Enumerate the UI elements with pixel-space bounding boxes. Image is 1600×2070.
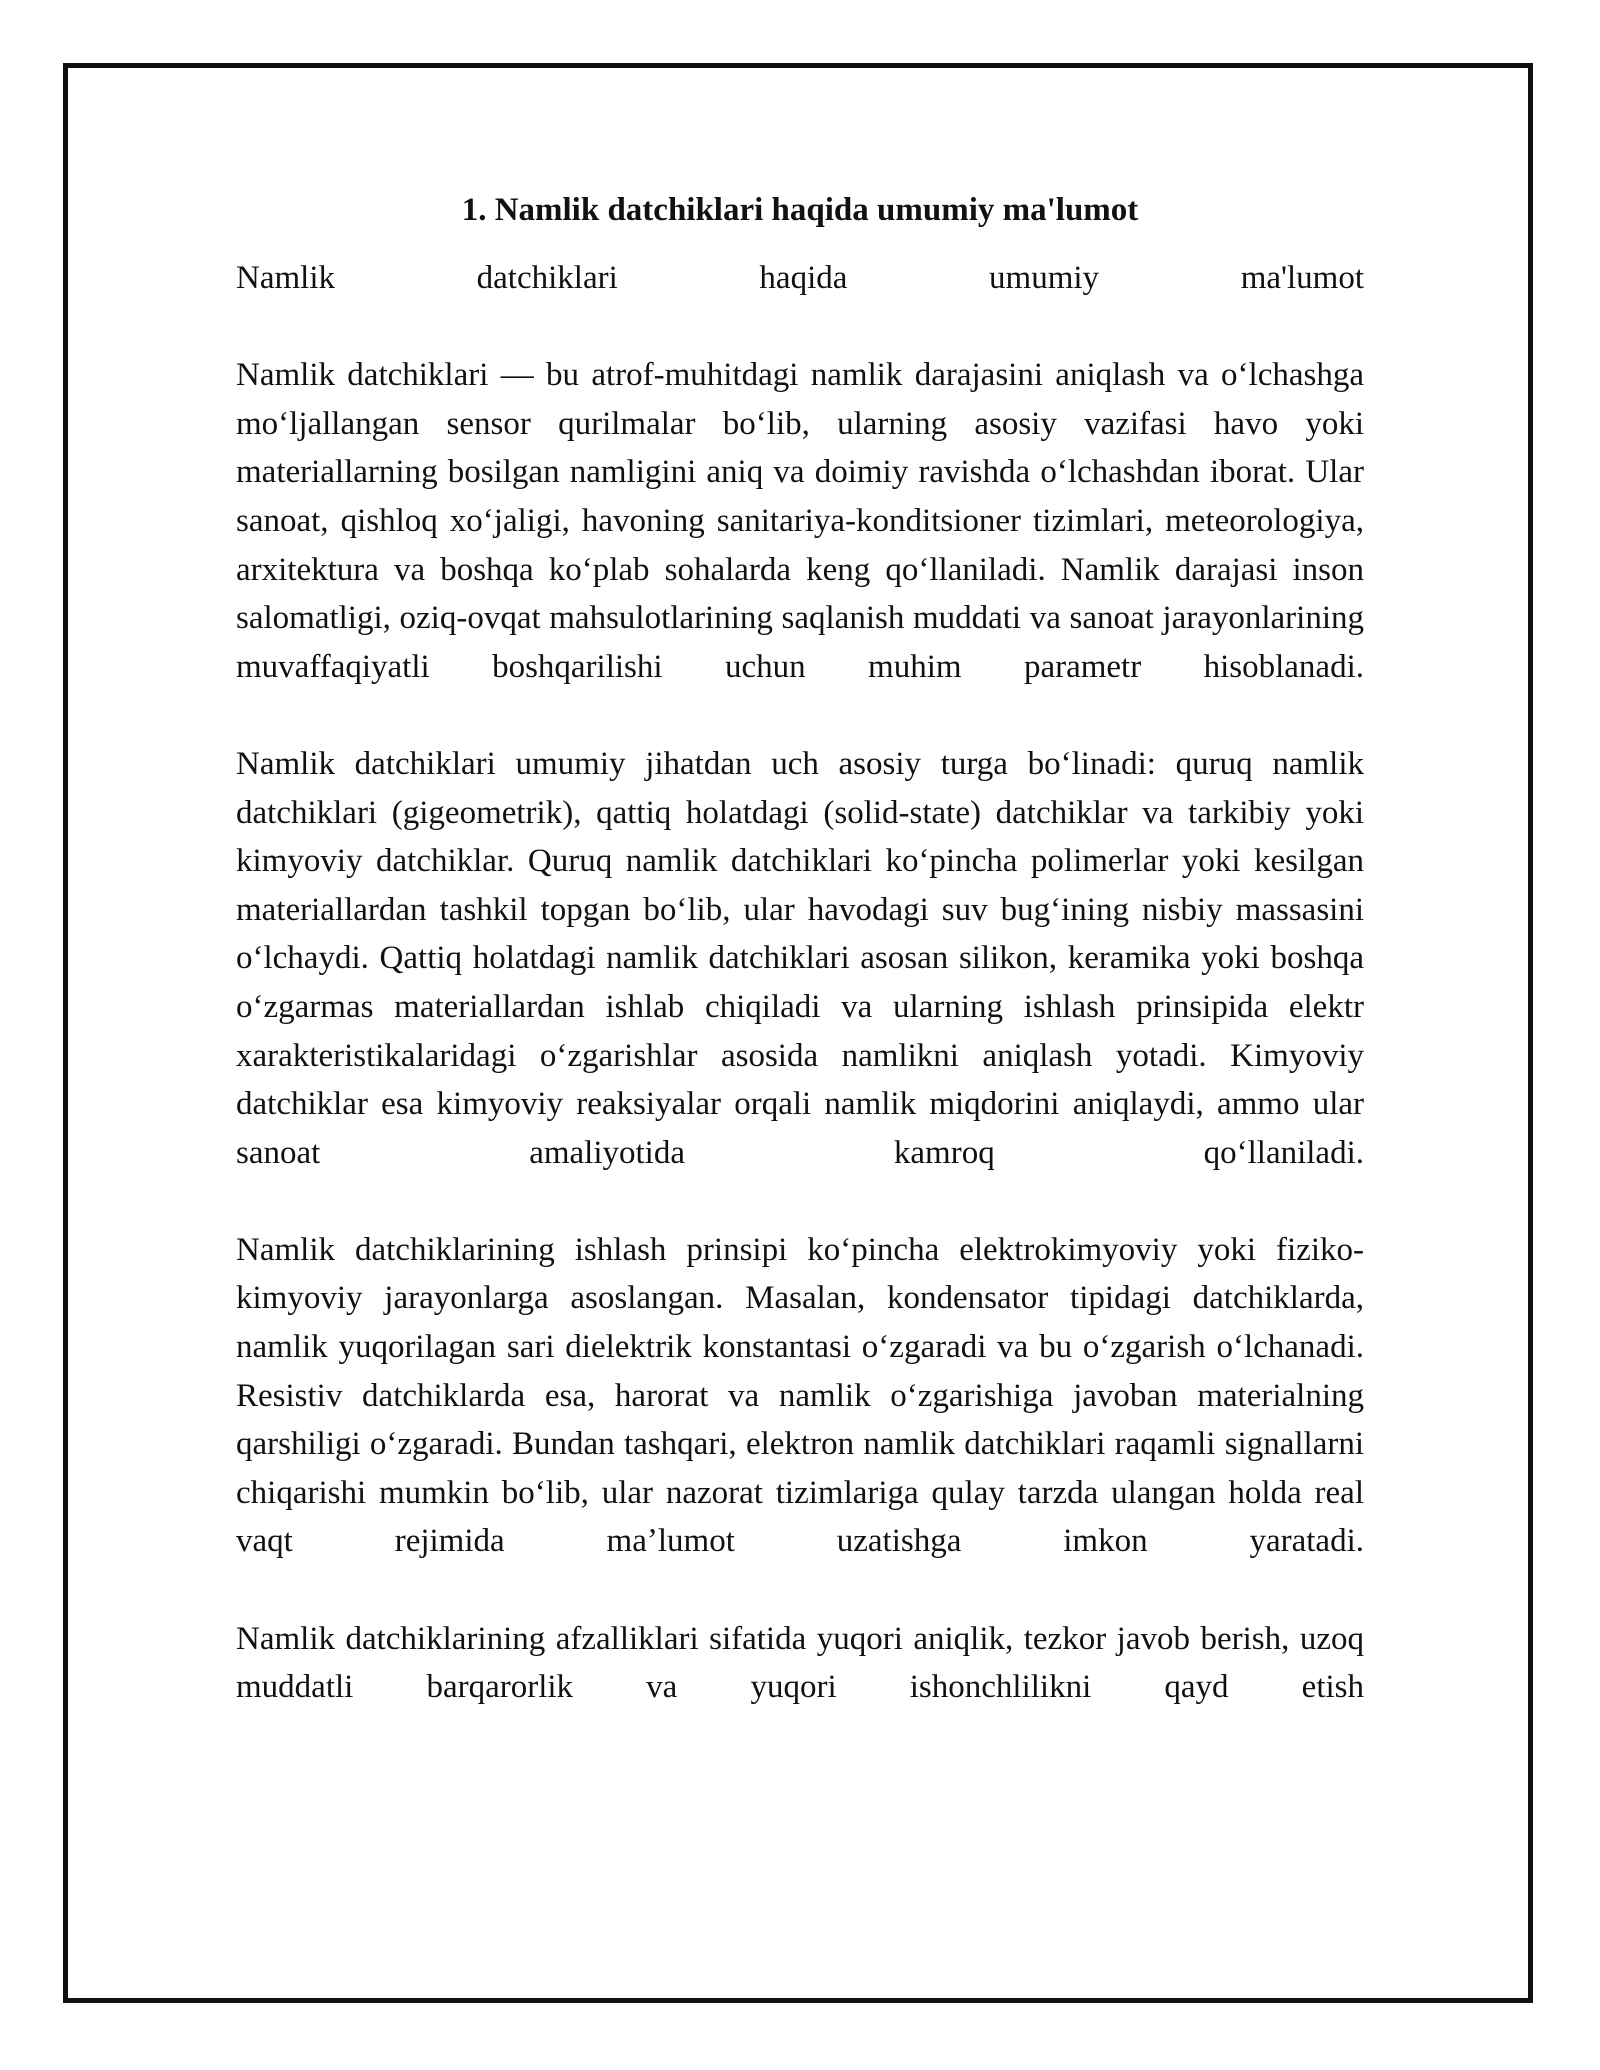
paragraph-types: Namlik datchiklari umumiy jihatdan uch asosiy turga boʻlinadi: quruq namlik datchiklari (gigeometrik), qattiq holatdagi (solid-state) datchiklar va tarkibiy yoki kimyoviy datchiklar. Quruq namlik datchiklari koʻpincha polimerlar yoki kesilgan materiallardan tashkil topgan boʻlib, ular havodagi suv bugʻining nisbiy massasini oʻlchaydi. Qattiq holatdagi namlik datchiklari asosan silikon, keramika yoki boshqa oʻzgarmas materiallardan ishlab chiqiladi va ularning ishlash prinsipida elektr xarakteristikalaridagi oʻzgarishlar asosida namlikni aniqlash yotadi. Kimyoviy datchiklar esa kimyoviy reaksiyalar orqali namlik miqdorini aniqlaydi, ammo ular sanoat amaliyotida kamroq qoʻllaniladi. bbox=[236, 745, 1364, 1171]
paragraph-definition: Namlik datchiklari — bu atrof-muhitdagi namlik darajasini aniqlash va oʻlchashga moʻljallangan sensor qurilmalar boʻlib, ularning asosiy vazifasi havo yoki materiallarning bosilgan namligini aniq va doimiy ravishda oʻlchashdan iborat. Ular sanoat, qishloq xoʻjaligi, havoning sanitariya-konditsioner tizimlari, meteorologiya, arxitektura va boshqa koʻplab sohalarda keng qoʻllaniladi. Namlik darajasi inson salomatligi, oziq-ovqat mahsulotlarining saqlanish muddati va sanoat jarayonlarining muvaffaqiyatli boshqarilishi uchun muhim parametr hisoblanadi. bbox=[236, 357, 1364, 685]
paragraph-principle: Namlik datchiklarining ishlash prinsipi koʻpincha elektrokimyoviy yoki fiziko-kimyoviy jarayonlarga asoslangan. Masalan, kondensator tipidagi datchiklarda, namlik yuqorilagan sari dielektrik konstantasi oʻzgaradi va bu oʻzgarish oʻlchanadi. Resistiv datchiklarda esa, harorat va namlik oʻzgarishiga javoban materialning qarshiligi oʻzgaradi. Bundan tashqari, elektron namlik datchiklari raqamli signallarni chiqarishi mumkin boʻlib, ular nazorat tizimlariga qulay tarzda ulangan holda real vaqt rejimida maʼlumot uzatishga imkon yaratadi. bbox=[236, 1231, 1364, 1560]
document-body bbox=[236, 186, 1364, 1712]
paragraph-subtitle: Namlik datchiklari haqida umumiy ma'lumot bbox=[236, 260, 1364, 296]
document-title: 1. Namlik datchiklari haqida umumiy ma'lumot bbox=[461, 192, 1139, 228]
paragraph-advantages: Namlik datchiklarining afzalliklari sifatida yuqori aniqlik, tezkor javob berish, uzoq muddatli barqarorlik va yuqori ishonchlilikni qayd etish bbox=[236, 1620, 1364, 1706]
